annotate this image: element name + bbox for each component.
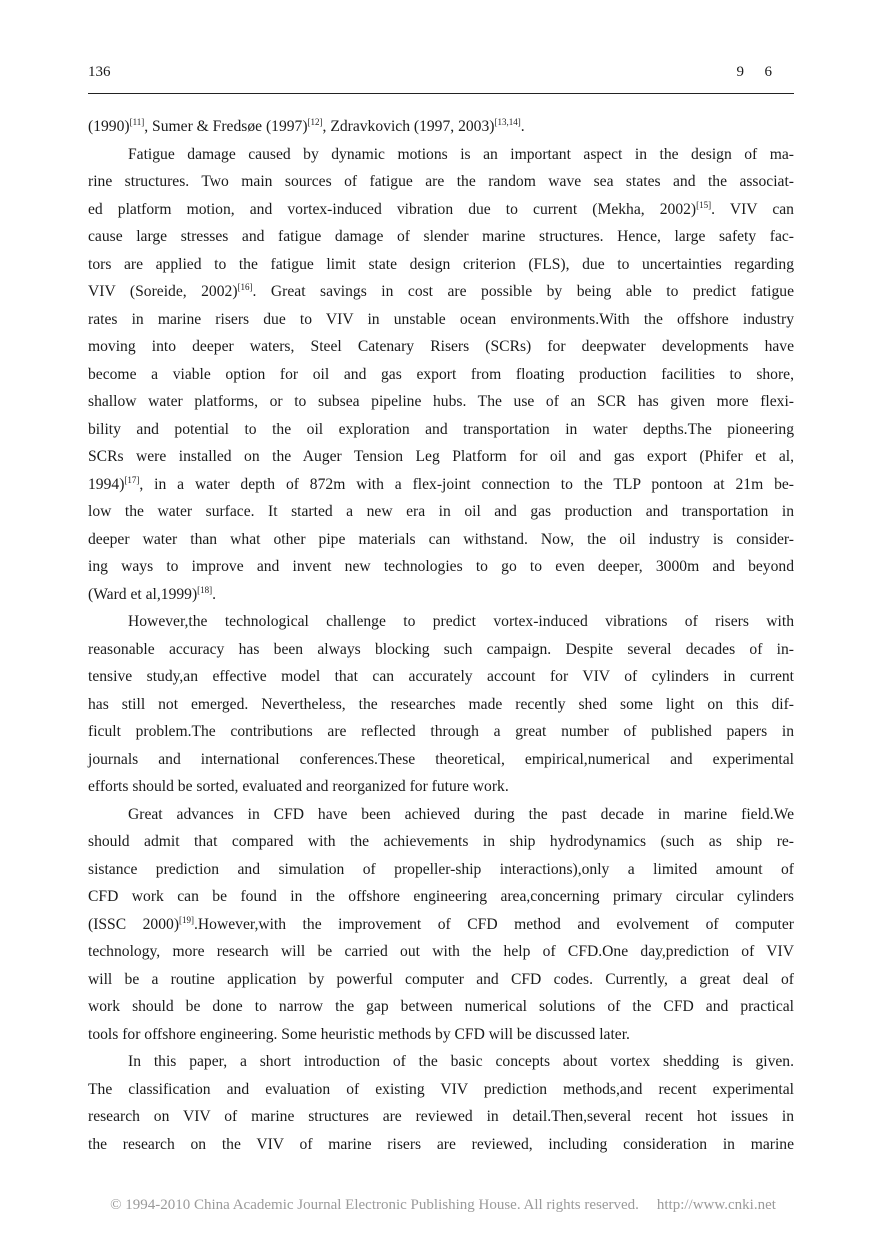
text-run: (ISSC 2000) — [88, 915, 180, 933]
text-run: tensive study,an effective model that can accurately account for VIV of cylinders in current — [88, 668, 794, 685]
text-run: technology, more research will be carried out with the help of CFD.One day,prediction of VIV — [88, 943, 794, 960]
citation-ref: [19] — [179, 914, 195, 925]
citation-ref: [17] — [124, 474, 140, 485]
text-line — [88, 361, 794, 389]
text-run: the research on the VIV of marine risers are reviewed, including consideration in marine — [88, 1135, 794, 1153]
text-line — [88, 1131, 794, 1159]
text-line — [88, 443, 794, 471]
paragraph — [88, 113, 794, 141]
text-run: bility and potential to the oil exploration and transportation in water depths.The pioneering — [88, 420, 794, 438]
text-run: rates in marine risers due to VIV in unstable ocean environments.With the offshore industry — [88, 310, 794, 328]
text-line — [88, 718, 794, 746]
text-run: efforts should be sorted, evaluated and reorganized for future work. — [88, 778, 509, 795]
issue-number: 6 — [764, 64, 772, 80]
text-line — [88, 526, 794, 554]
text-line — [88, 773, 794, 801]
text-run: sistance prediction and simulation of propeller-ship interactions),only a limited amount of — [88, 860, 794, 878]
copyright-footer — [0, 1197, 886, 1214]
text-line — [88, 691, 794, 719]
citation-ref: [16] — [237, 282, 253, 292]
text-run: 1994) — [88, 475, 125, 493]
text-run: shallow water platforms, or to subsea pipeline hubs. The use of an SCR has given more flexi- — [88, 393, 794, 410]
text-run: will be a routine application by powerful computer and CFD codes. Currently, a great deal of — [88, 970, 794, 988]
text-run: tools for offshore engineering. Some heuristic methods by CFD will be discussed later. — [88, 1025, 630, 1043]
text-run: moving into deeper waters, Steel Catenary Risers (SCRs) for deepwater developments have — [88, 338, 794, 355]
text-run: low the water surface. It started a new era in oil and gas production and transportation in — [88, 503, 794, 520]
text-run: , Sumer & Fredsøe (1997) — [144, 118, 308, 135]
text-line — [88, 1076, 794, 1104]
paragraph — [88, 141, 794, 609]
citation-ref: [18] — [197, 584, 213, 595]
text-line — [88, 1103, 794, 1131]
text-run: In this paper, a short introduction of the basic concepts about vortex shedding is given. — [128, 1053, 794, 1070]
text-run: . — [212, 585, 217, 603]
text-line — [88, 581, 794, 609]
paragraph — [88, 1048, 794, 1158]
text-line — [88, 911, 794, 939]
text-run: .However,with the improvement of CFD method and evolvement of computer — [194, 915, 794, 933]
text-line — [88, 856, 794, 884]
text-run: journals and international conferences.These theoretical, empirical,numerical and experimental — [88, 750, 794, 768]
text-line — [88, 746, 794, 774]
text-run: should admit that compared with the achievements in ship hydrodynamics (such as ship re- — [88, 833, 794, 850]
text-line — [88, 1021, 794, 1049]
text-line — [88, 388, 794, 416]
text-run: ed platform motion, and vortex-induced vibration due to current (Mekha, 2002) — [88, 200, 697, 218]
page-number: 136 — [88, 64, 111, 80]
text-line — [88, 141, 794, 169]
text-run: . VIV can — [711, 200, 794, 218]
text-run: , Zdravkovich (1997, 2003) — [322, 118, 495, 135]
text-line — [88, 1048, 794, 1076]
running-header — [88, 64, 794, 92]
text-run: (1990) — [88, 118, 130, 135]
text-line — [88, 663, 794, 691]
text-run: Great advances in CFD have been achieved during the past decade in marine field.We — [128, 805, 794, 823]
text-run: CFD work can be found in the offshore engineering area,concerning primary circular cylinders — [88, 888, 794, 905]
text-line — [88, 278, 794, 306]
text-line — [88, 306, 794, 334]
text-run: rine structures. Two main sources of fatigue are the random wave sea states and the associat- — [88, 173, 794, 190]
text-line — [88, 828, 794, 856]
text-line — [88, 416, 794, 444]
volume-number: 9 — [736, 64, 744, 80]
text-run: become a viable option for oil and gas export from floating production facilities to shore, — [88, 365, 794, 383]
text-line — [88, 938, 794, 966]
text-run: SCRs were installed on the Auger Tension Leg Platform for oil and gas export (Phifer et al, — [88, 448, 794, 465]
citation-ref: [15] — [696, 199, 712, 210]
text-line — [88, 966, 794, 994]
text-run: (Ward et al,1999) — [88, 585, 198, 603]
text-line — [88, 471, 794, 499]
text-run: ing ways to improve and invent new technologies to go to even deeper, 3000m and beyond — [88, 558, 794, 575]
text-run: tors are applied to the fatigue limit state design criterion (FLS), due to uncertainties regarding — [88, 255, 794, 273]
footer-url[interactable]: http://www.cnki.net — [656, 1197, 776, 1213]
text-run: cause large stresses and fatigue damage of slender marine structures. Hence, large safety fac- — [88, 228, 794, 245]
body-text — [88, 113, 794, 1158]
text-run: However,the technological challenge to predict vortex-induced vibrations of risers with — [128, 613, 794, 630]
text-run: has still not emerged. Nevertheless, the researches made recently shed some light on this dif- — [88, 695, 794, 713]
text-run: deeper water than what other pipe materials can withstand. Now, the oil industry is consider- — [88, 530, 794, 548]
text-line — [88, 168, 794, 196]
text-line — [88, 801, 794, 829]
text-line — [88, 113, 794, 141]
text-run: The classification and evaluation of existing VIV prediction methods,and recent experimental — [88, 1080, 794, 1098]
paragraph — [88, 801, 794, 1049]
citation-ref: [13,14] — [494, 117, 521, 127]
paragraph — [88, 608, 794, 801]
text-run: VIV (Soreide, 2002) — [88, 283, 238, 300]
text-line — [88, 608, 794, 636]
text-line — [88, 553, 794, 581]
text-line — [88, 498, 794, 526]
text-line — [88, 993, 794, 1021]
text-run: research on VIV of marine structures are reviewed in detail.Then,several recent hot issues in — [88, 1108, 794, 1125]
text-line — [88, 333, 794, 361]
text-run: . — [520, 118, 525, 135]
citation-ref: [12] — [307, 117, 323, 127]
text-run: Fatigue damage caused by dynamic motions is an important aspect in the design of ma- — [128, 145, 794, 163]
text-line — [88, 196, 794, 224]
text-run: , in a water depth of 872m with a flex-joint connection to the TLP pontoon at 21m be- — [139, 475, 794, 493]
text-line — [88, 883, 794, 911]
text-run: reasonable accuracy has been always blocking such campaign. Despite several decades of in- — [88, 640, 794, 658]
text-run: work should be done to narrow the gap between numerical solutions of the CFD and practical — [88, 998, 794, 1015]
header-rule — [88, 93, 794, 94]
text-run: ficult problem.The contributions are reflected through a great number of published papers in — [88, 723, 794, 740]
copyright-notice: © 1994-2010 China Academic Journal Electronic Publishing House. All rights reserved. — [110, 1197, 639, 1213]
text-run: . Great savings in cost are possible by being able to predict fatigue — [252, 283, 794, 300]
citation-ref: [11] — [129, 117, 145, 127]
text-line — [88, 251, 794, 279]
text-line — [88, 636, 794, 664]
text-line — [88, 223, 794, 251]
